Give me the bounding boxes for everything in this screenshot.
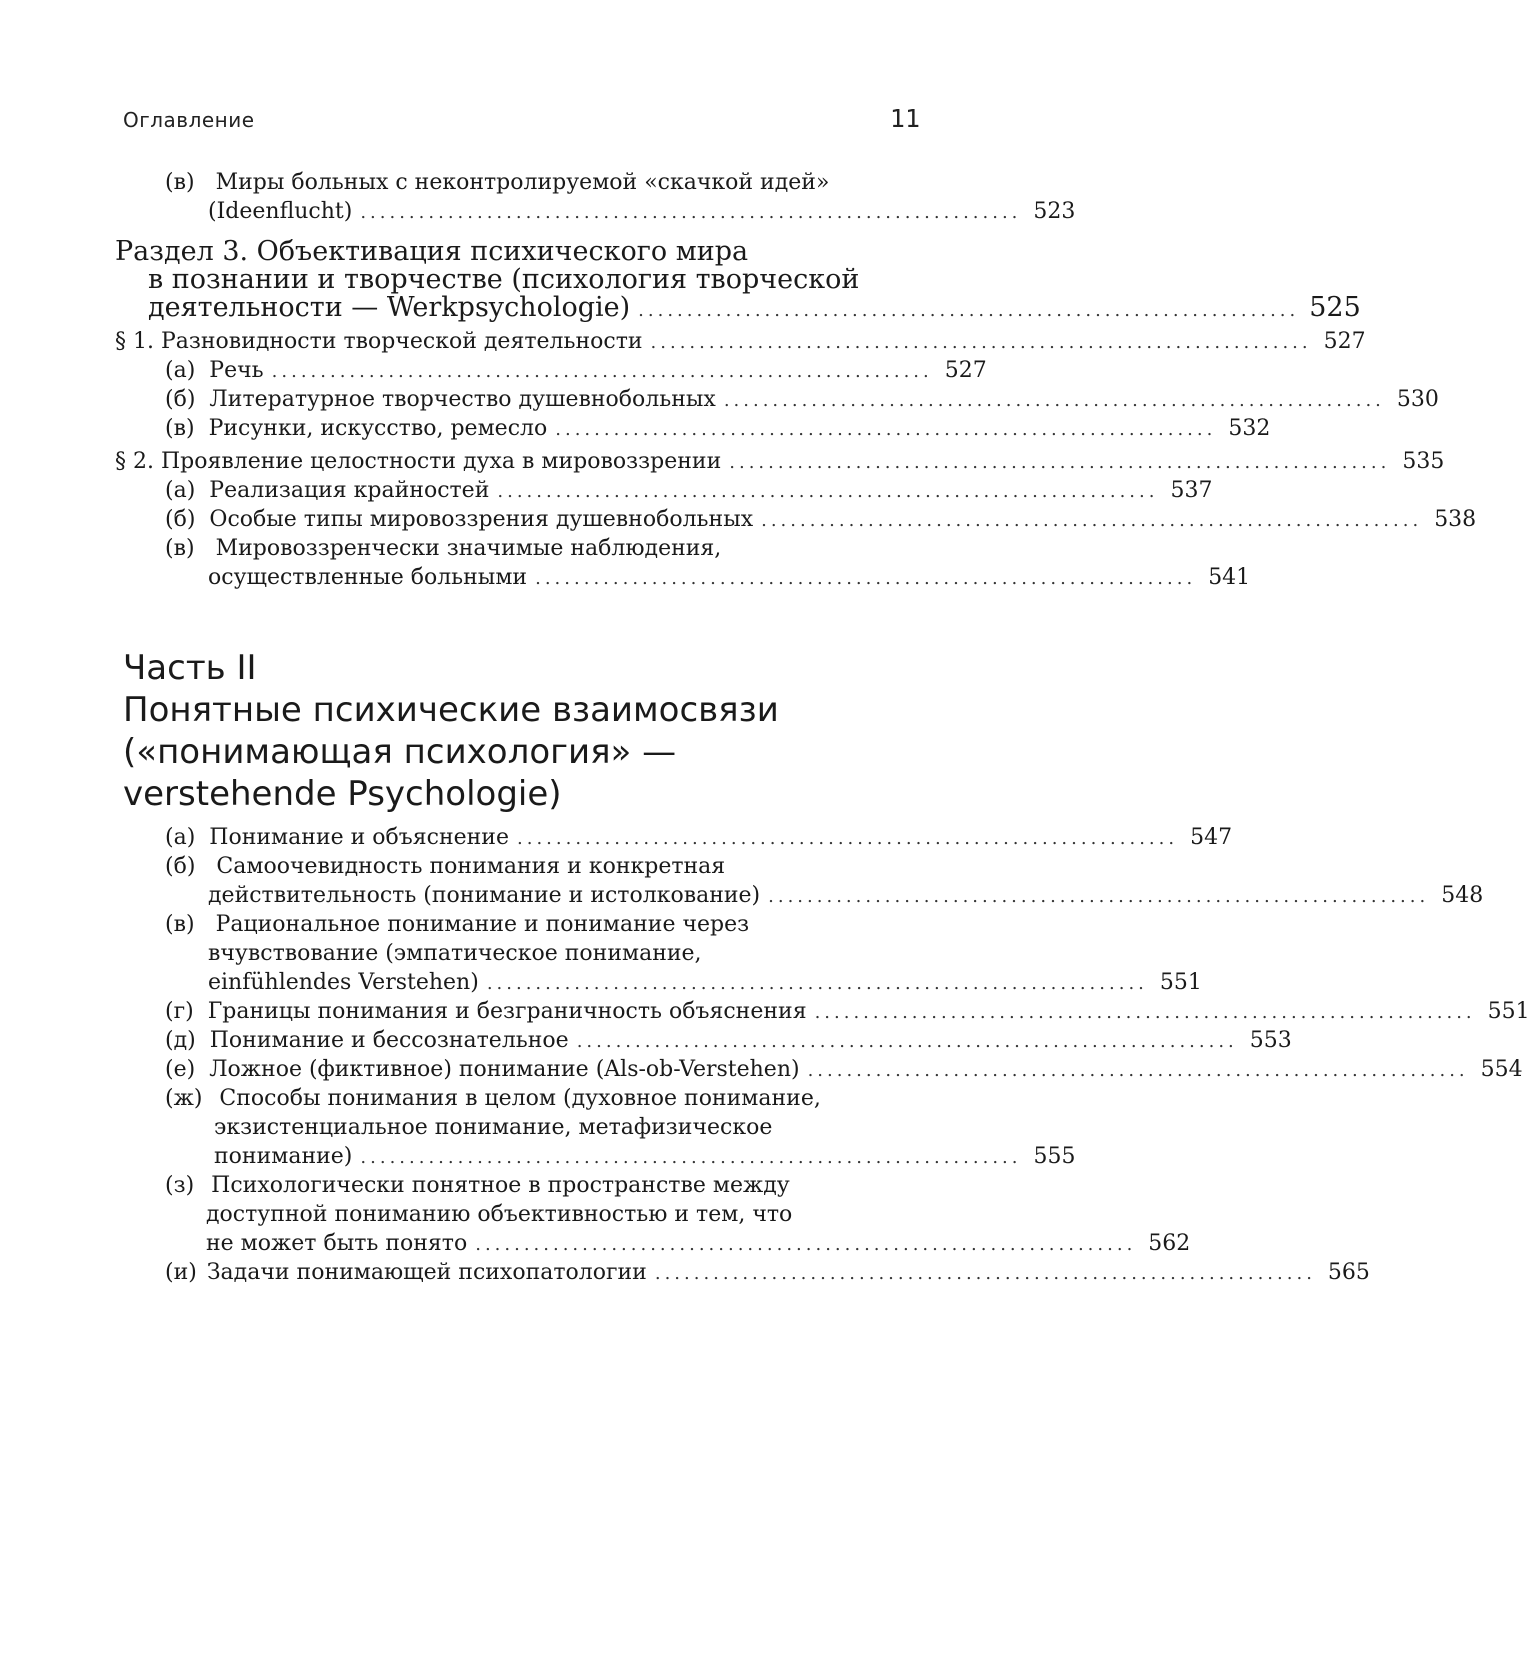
- toc-entry-label: (в): [165, 416, 195, 441]
- toc-entry-label: (а): [165, 358, 196, 383]
- toc-page-number: 555: [1033, 1144, 1076, 1169]
- toc-entry-text: Литературное творчество душевнобольных: [209, 387, 716, 412]
- toc-entry-psychologically-understandable-cont[interactable]: [206, 1228, 1191, 1260]
- toc-page-number: 535: [1402, 449, 1445, 474]
- toc-paragraph-2[interactable]: [115, 446, 1445, 478]
- leader-dots: ....................................................................: [723, 390, 1385, 411]
- toc-entry-label: (и): [165, 1260, 197, 1285]
- part-title-line-4: verstehende Psychologie): [123, 774, 562, 814]
- toc-page-number: 548: [1441, 883, 1484, 908]
- toc-entry-literature[interactable]: [165, 384, 1439, 416]
- toc-entry-label: (б): [165, 854, 196, 879]
- toc-entry-label: (б): [165, 387, 196, 412]
- toc-entry-label: (в): [165, 912, 195, 937]
- toc-entry-speech[interactable]: [165, 355, 987, 387]
- toc-entry-text: Психологически понятное в пространстве между: [211, 1173, 790, 1198]
- toc-entry-ideenflucht-cont[interactable]: [208, 196, 1076, 228]
- toc-page-number: 523: [1033, 199, 1076, 224]
- leader-dots: ....................................................................: [497, 481, 1159, 502]
- toc-entry-text: Задачи понимающей психопатологии: [206, 1260, 647, 1285]
- toc-entry-text: § 1. Разновидности творческой деятельности: [115, 329, 643, 354]
- toc-section-3-cont: в познании и творчестве (психология творческой: [148, 264, 860, 295]
- toc-entry-text: Рациональное понимание и понимание через: [215, 912, 750, 937]
- toc-section-3-cont[interactable]: [148, 292, 1361, 326]
- toc-entry-rational-understanding[interactable]: [165, 909, 749, 940]
- toc-entry-ideenflucht[interactable]: [165, 167, 829, 198]
- toc-entry-observations-cont[interactable]: [208, 562, 1251, 594]
- leader-dots: ....................................................................: [768, 886, 1430, 907]
- toc-entry-modes-of-understanding[interactable]: [165, 1083, 821, 1114]
- leader-dots: ....................................................................: [814, 1002, 1476, 1023]
- toc-entry-text: (Ideenflucht): [208, 199, 353, 224]
- toc-page-number: 554: [1480, 1057, 1523, 1082]
- toc-entry-self-evidence[interactable]: [165, 851, 725, 882]
- toc-page-number: 532: [1228, 416, 1271, 441]
- toc-entry-worldview-types[interactable]: [165, 504, 1477, 536]
- toc-page-number: 541: [1208, 565, 1251, 590]
- toc-entry-label: (д): [165, 1028, 196, 1053]
- toc-entry-text: § 2. Проявление целостности духа в мировоззрении: [115, 449, 722, 474]
- toc-entry-text: не может быть понято: [206, 1231, 468, 1256]
- leader-dots: ....................................................................: [729, 452, 1391, 473]
- leader-dots: ....................................................................: [486, 973, 1148, 994]
- toc-entry-text: осуществленные больными: [208, 565, 528, 590]
- toc-entry-text: Понимание и бессознательное: [209, 1028, 569, 1053]
- toc-entry-drawings[interactable]: [165, 413, 1271, 445]
- leader-dots: ....................................................................: [555, 419, 1217, 440]
- toc-entry-rational-understanding-cont: вчувствование (эмпатическое понимание,: [208, 941, 702, 966]
- toc-entry-text: Рисунки, искусство, ремесло: [208, 416, 548, 441]
- running-header: [123, 104, 920, 133]
- toc-page-number: 565: [1327, 1260, 1370, 1285]
- leader-dots: ....................................................................: [360, 1147, 1022, 1168]
- toc-entry-text: Речь: [209, 358, 264, 383]
- toc-entry-text: einfühlendes Verstehen): [208, 970, 479, 995]
- toc-entry-text: Мировоззренчески значимые наблюдения,: [215, 536, 722, 561]
- toc-entry-label: (а): [165, 478, 196, 503]
- toc-page-number: 562: [1148, 1231, 1191, 1256]
- toc-entry-label: (г): [165, 999, 194, 1024]
- toc-page-number: 553: [1249, 1028, 1292, 1053]
- toc-entry-observations[interactable]: [165, 533, 721, 564]
- leader-dots: ....................................................................: [638, 300, 1300, 321]
- toc-entry-text: Ложное (фиктивное) понимание (Als-ob-Verstehen): [209, 1057, 800, 1082]
- toc-entry-text: Понимание и объяснение: [209, 825, 509, 850]
- leader-dots: ....................................................................: [360, 202, 1022, 223]
- toc-entry-extremes[interactable]: [165, 475, 1213, 507]
- leader-dots: ....................................................................: [576, 1031, 1238, 1052]
- toc-page-number: 527: [944, 358, 987, 383]
- leader-dots: ....................................................................: [761, 510, 1423, 531]
- toc-section-3[interactable]: Раздел 3. Объективация психического мира: [115, 236, 749, 267]
- toc-entry-label: (в): [165, 536, 195, 561]
- toc-page-number: 537: [1170, 478, 1213, 503]
- toc-entry-psychologically-understandable[interactable]: [165, 1170, 790, 1201]
- toc-page-number: 525: [1309, 292, 1361, 323]
- toc-page-number: 530: [1396, 387, 1439, 412]
- toc-entry-rational-understanding-cont[interactable]: [208, 967, 1202, 999]
- running-title: Оглавление: [123, 108, 255, 132]
- toc-page-number: 527: [1323, 329, 1366, 354]
- toc-page-number: 547: [1190, 825, 1233, 850]
- toc-page-number: 538: [1434, 507, 1477, 532]
- toc-entry-self-evidence-cont[interactable]: [208, 880, 1484, 912]
- page-number: 11: [889, 104, 920, 133]
- toc-entry-text: Особые типы мировоззрения душевнобольных: [209, 507, 754, 532]
- toc-entry-text: деятельности — Werkpsychologie): [148, 292, 631, 323]
- part-title-line-2: Понятные психические взаимосвязи: [123, 690, 779, 730]
- toc-entry-text: Самоочевидность понимания и конкретная: [216, 854, 726, 879]
- toc-paragraph-1[interactable]: [115, 326, 1366, 358]
- toc-entry-label: (ж): [165, 1086, 203, 1111]
- toc-entry-unconscious[interactable]: [165, 1025, 1292, 1057]
- toc-entry-label: (е): [165, 1057, 196, 1082]
- part-title-line-3: («понимающая психология» —: [123, 732, 677, 772]
- leader-dots: ....................................................................: [517, 828, 1179, 849]
- toc-entry-label: (в): [165, 170, 195, 195]
- leader-dots: ....................................................................: [271, 361, 933, 382]
- leader-dots: ....................................................................: [807, 1060, 1469, 1081]
- leader-dots: ....................................................................: [535, 568, 1197, 589]
- toc-entry-false-understanding[interactable]: [165, 1054, 1523, 1086]
- toc-page-number: 551: [1159, 970, 1202, 995]
- toc-entry-modes-of-understanding-cont: экзистенциальное понимание, метафизическое: [214, 1115, 773, 1140]
- part-title-line-1[interactable]: Часть II: [123, 648, 257, 688]
- toc-entry-text: понимание): [214, 1144, 353, 1169]
- toc-entry-text: Способы понимания в целом (духовное понимание,: [219, 1086, 821, 1111]
- leader-dots: ....................................................................: [654, 1263, 1316, 1284]
- leader-dots: ....................................................................: [475, 1234, 1137, 1255]
- toc-entry-label: (з): [165, 1173, 195, 1198]
- toc-entry-text: действительность (понимание и истолкование): [208, 883, 761, 908]
- toc-entry-tasks[interactable]: [165, 1257, 1370, 1289]
- toc-entry-psychologically-understandable-cont: доступной пониманию объективностью и тем, что: [206, 1202, 793, 1227]
- toc-entry-text: Миры больных с неконтролируемой «скачкой идей»: [215, 170, 830, 195]
- toc-page-number: 551: [1487, 999, 1530, 1024]
- leader-dots: ....................................................................: [650, 332, 1312, 353]
- toc-entry-label: (а): [165, 825, 196, 850]
- toc-entry-limits[interactable]: [165, 996, 1530, 1028]
- toc-entry-text: Реализация крайностей: [209, 478, 490, 503]
- toc-entry-text: Границы понимания и безграничность объяснения: [207, 999, 807, 1024]
- toc-entry-modes-of-understanding-cont[interactable]: [214, 1141, 1076, 1173]
- toc-entry-label: (б): [165, 507, 196, 532]
- toc-entry-understanding-explanation[interactable]: [165, 822, 1233, 854]
